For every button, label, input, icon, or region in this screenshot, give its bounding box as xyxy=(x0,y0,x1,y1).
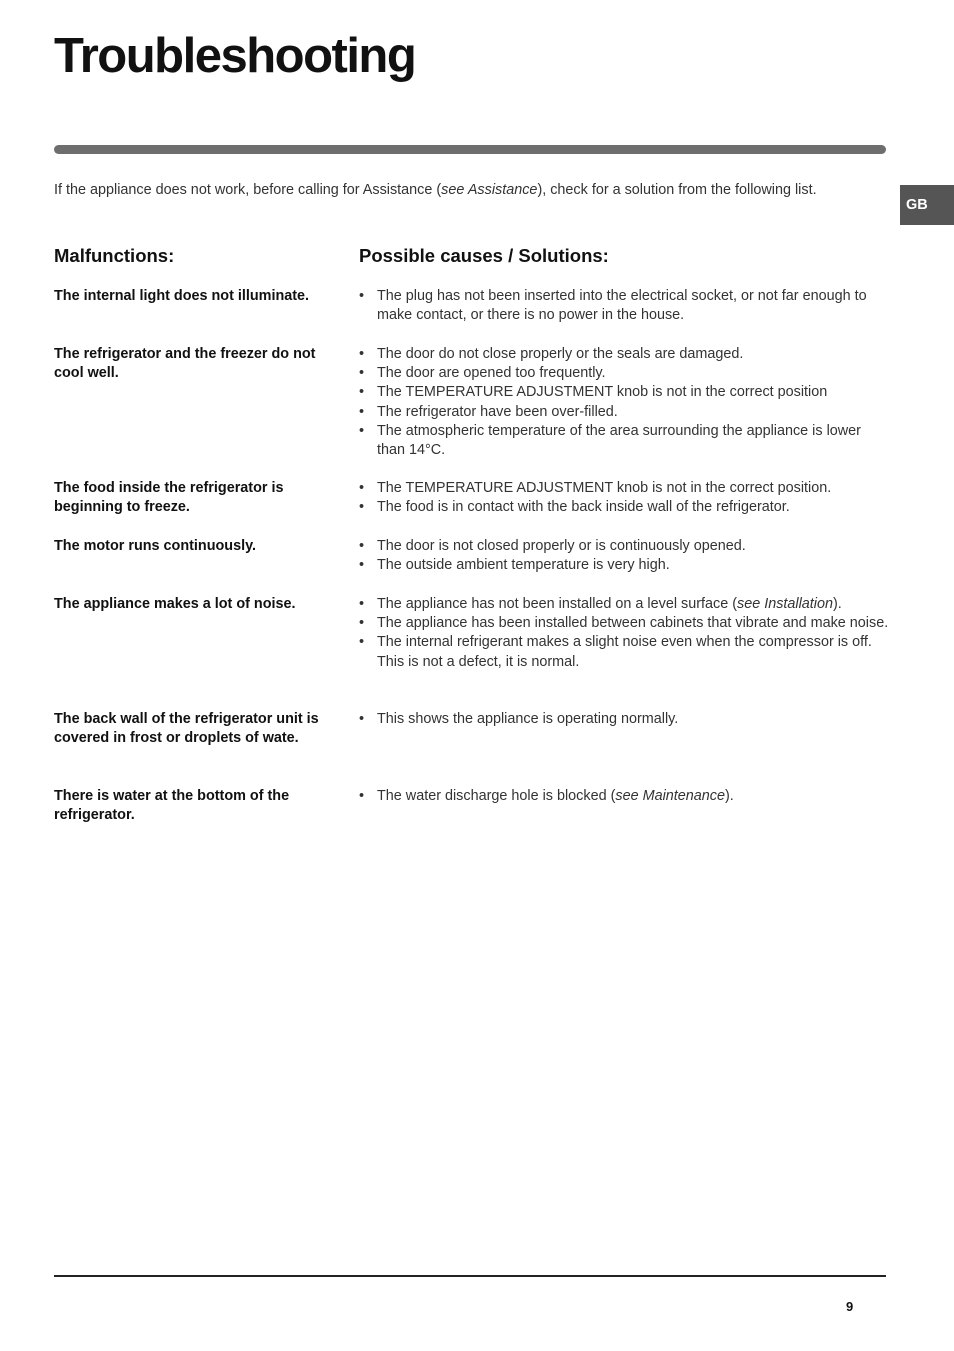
title-divider xyxy=(54,145,886,154)
cause-item: • The internal refrigerant makes a slight noise even when the compressor is off. This is not a defect, it is normal. xyxy=(359,633,889,671)
malfunction-label: The back wall of the refrigerator unit is covered in frost or droplets of wate. xyxy=(54,711,319,747)
cause-item: • The atmospheric temperature of the area surrounding the appliance is lower than 14°C. xyxy=(359,422,889,460)
causes-list xyxy=(359,479,889,517)
malfunction-label: The appliance makes a lot of noise. xyxy=(54,596,296,612)
cause-item: • The door is not closed properly or is continuously opened. xyxy=(359,537,889,556)
cause-item: • The door are opened too frequently. xyxy=(359,364,889,383)
causes-list xyxy=(359,537,889,575)
intro-text xyxy=(54,182,884,198)
causes-list xyxy=(359,710,889,729)
cause-item: • The door do not close properly or the seals are damaged. xyxy=(359,345,889,364)
cause-reference: see Maintenance xyxy=(615,788,725,804)
intro-prefix: If the appliance does not work, before calling for Assistance ( xyxy=(54,182,442,198)
footer-divider xyxy=(54,1275,886,1277)
solutions-heading: Possible causes / Solutions: xyxy=(359,245,609,266)
cause-item: • The plug has not been inserted into the electrical socket, or not far enough to make contact, or there is no power in the house. xyxy=(359,287,889,325)
cause-item xyxy=(359,787,889,806)
causes-list xyxy=(359,595,889,672)
language-tab: GB xyxy=(900,185,954,225)
cause-item: • The TEMPERATURE ADJUSTMENT knob is not in the correct position xyxy=(359,383,889,402)
cause-item: • This shows the appliance is operating normally. xyxy=(359,710,889,729)
malfunction-label: The internal light does not illuminate. xyxy=(54,288,310,304)
intro-suffix: ), check for a solution from the following list. xyxy=(537,182,817,198)
cause-suffix: ). xyxy=(833,596,842,612)
cause-item xyxy=(359,595,889,614)
page-title: Troubleshooting xyxy=(54,29,416,83)
malfunction-label: The food inside the refrigerator is beginning to freeze. xyxy=(54,480,284,516)
malfunction-label: There is water at the bottom of the refrigerator. xyxy=(54,788,290,824)
cause-item: • The TEMPERATURE ADJUSTMENT knob is not in the correct position. xyxy=(359,479,889,498)
causes-list xyxy=(359,287,889,325)
cause-item: • The outside ambient temperature is very high. xyxy=(359,556,889,575)
cause-text: The water discharge hole is blocked ( xyxy=(377,788,616,804)
cause-suffix: ). xyxy=(724,788,734,804)
causes-list xyxy=(359,787,889,806)
intro-reference: see Assistance xyxy=(441,182,538,198)
causes-list xyxy=(359,345,889,460)
cause-item: • The appliance has been installed between cabinets that vibrate and make noise. xyxy=(359,614,889,633)
malfunctions-heading: Malfunctions: xyxy=(54,245,175,266)
page-number: 9 xyxy=(846,1299,854,1314)
cause-item: • The refrigerator have been over-filled. xyxy=(359,403,889,422)
cause-text: The appliance has not been installed on a level surface ( xyxy=(377,596,737,612)
malfunction-label: The motor runs continuously. xyxy=(54,538,257,554)
cause-item: • The food is in contact with the back inside wall of the refrigerator. xyxy=(359,498,889,517)
malfunction-label: The refrigerator and the freezer do not cool well. xyxy=(54,346,316,382)
cause-reference: see Installation xyxy=(737,596,833,612)
